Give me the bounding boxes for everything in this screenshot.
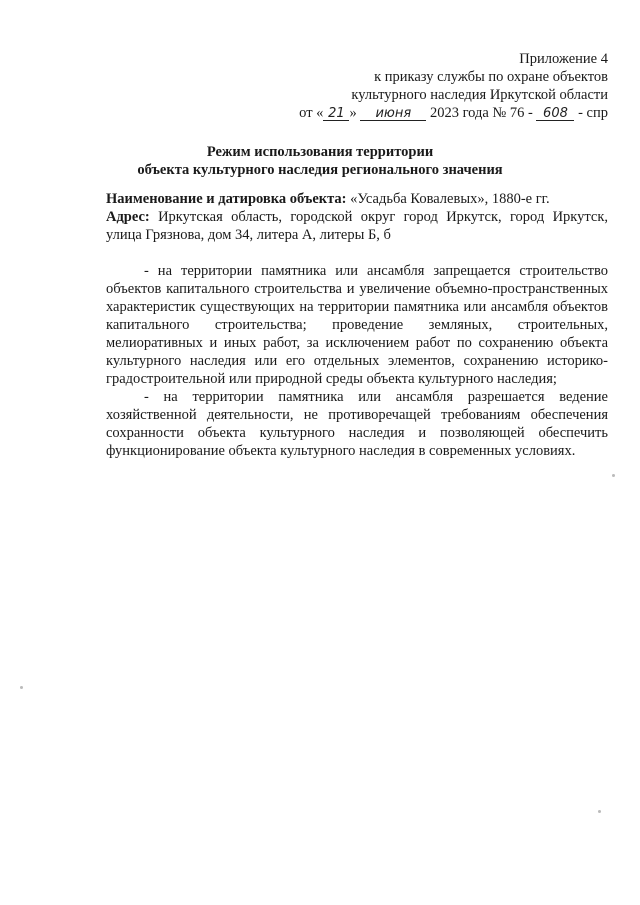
handwritten-order-number: 608 xyxy=(536,107,574,121)
object-address-value: Иркутская область, городской округ город Иркутск, город Иркутск, улица Грязнова, дом 34, литера А, литеры Б, б xyxy=(106,209,608,243)
order-date-line xyxy=(299,104,608,122)
handwritten-day: 21 xyxy=(323,107,349,121)
order-line-2: к приказу службы по охране объектов xyxy=(374,69,608,85)
scan-speck xyxy=(612,474,615,477)
object-address-label: Адрес: xyxy=(106,209,150,225)
date-prefix: от « xyxy=(299,105,324,121)
date-day-suffix: » xyxy=(349,105,357,121)
appendix-label: Приложение 4 xyxy=(519,51,608,67)
object-info xyxy=(106,190,608,244)
permissions-paragraph: - на территории памятника или ансамбля разрешается ведение хозяйственной деятельности, не противоречащей требованиям обеспечения сохранности объекта культурного наследия и позволяющей обеспечить функционирование объекта культурного наследия в современных условиях. xyxy=(106,389,608,459)
object-name-value: «Усадьба Ковалевых», 1880-е гг. xyxy=(350,191,550,207)
order-reference xyxy=(299,50,608,122)
scan-speck xyxy=(20,686,23,689)
usage-regime-text xyxy=(106,262,608,460)
object-address-row xyxy=(106,208,608,244)
title-line-2: объекта культурного наследия регионального значения xyxy=(137,162,503,178)
order-suffix: - спр xyxy=(578,105,608,121)
order-line-3: культурного наследия Иркутской области xyxy=(351,87,608,103)
prohibitions-paragraph: - на территории памятника или ансамбля запрещается строительство объектов капитального строительства и увеличение объемно-пространственных характеристик существующих на территории памятника или ансамбля объектов капитального строительства; проведение земляных, строительных, мелиоративных и иных работ, за исключением работ по сохранению объекта культурного наследия или его отдельных элементов, сохранению историко-градостроительной или природной среды объекта культурного наследия; xyxy=(106,263,608,387)
object-name-row xyxy=(106,190,608,208)
document-title xyxy=(0,143,640,179)
year-and-number-prefix: 2023 года № 76 - xyxy=(429,105,533,121)
title-line-1: Режим использования территории xyxy=(206,144,434,160)
handwritten-month: июня xyxy=(360,107,426,121)
scan-speck xyxy=(598,810,601,813)
object-name-label: Наименование и датировка объекта: xyxy=(106,191,347,207)
